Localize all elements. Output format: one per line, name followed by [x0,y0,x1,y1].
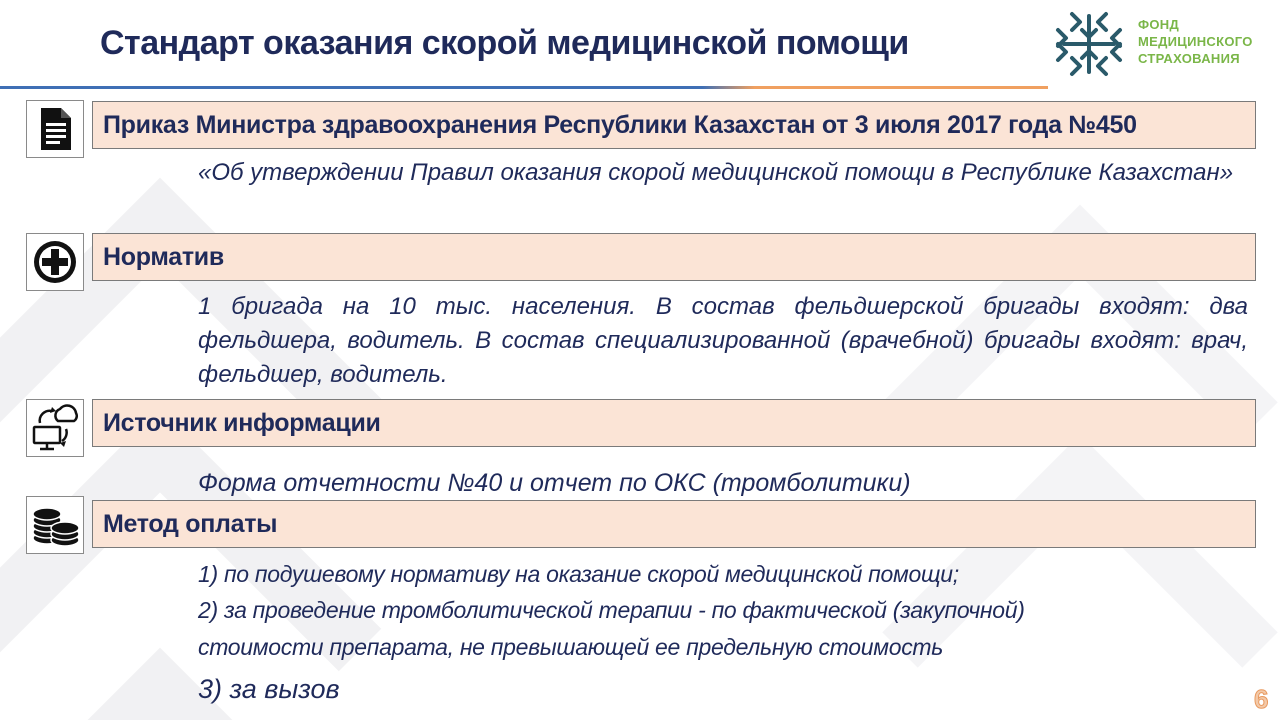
snowflake-cross-icon [1052,8,1126,80]
section-label-payment: Метод оплаты [103,509,278,538]
logo-line-3: СТРАХОВАНИЯ [1138,51,1240,66]
page-number: 6 [1254,684,1269,714]
logo-line-1: ФОНД [1138,17,1180,32]
section-text-order: «Об утверждении Правил оказания скорой медицинской помощи в Республике Казахстан» [198,159,1234,186]
payment-line-3: стоимости препарата, не превышающей ее предельную стоимость [198,634,944,660]
section-bar-source [92,399,1256,447]
title-divider [0,86,1048,89]
plus-circle-icon [26,233,84,291]
section-bar-order [92,101,1256,149]
payment-line-2: 2) за проведение тромболитической терапии - по фактической (закупочной) [198,597,1025,623]
section-text-norm: 1 бригада на 10 тыс. населения. В состав фельдшерской бригады входят: два фельдшера, водитель. В состав специализированной (врачебной) бригады входят: врач, фельдшер, водитель. [198,293,1248,388]
document-icon [26,100,84,158]
coins-stack-icon [26,496,84,554]
cloud-computer-sync-icon [26,399,84,457]
payment-line-4: 3) за вызов [198,674,340,704]
section-bar-payment [92,500,1256,548]
logo-wordmark [1138,16,1253,67]
fund-logo [1052,8,1272,80]
logo-line-2: МЕДИЦИНСКОГО [1138,34,1253,49]
section-label-norm: Норматив [103,242,224,271]
section-label-order: Приказ Министра здравоохранения Республики Казахстан от 3 июля 2017 года №450 [103,110,1137,139]
section-bar-norm [92,233,1256,281]
page-title: Стандарт оказания скорой медицинской помощи [100,24,909,62]
section-text-source: Форма отчетности №40 и отчет по ОКС (тромболитики) [198,469,911,497]
payment-line-1: 1) по подушевому нормативу на оказание скорой медицинской помощи; [198,561,959,587]
section-label-source: Источник информации [103,408,381,437]
